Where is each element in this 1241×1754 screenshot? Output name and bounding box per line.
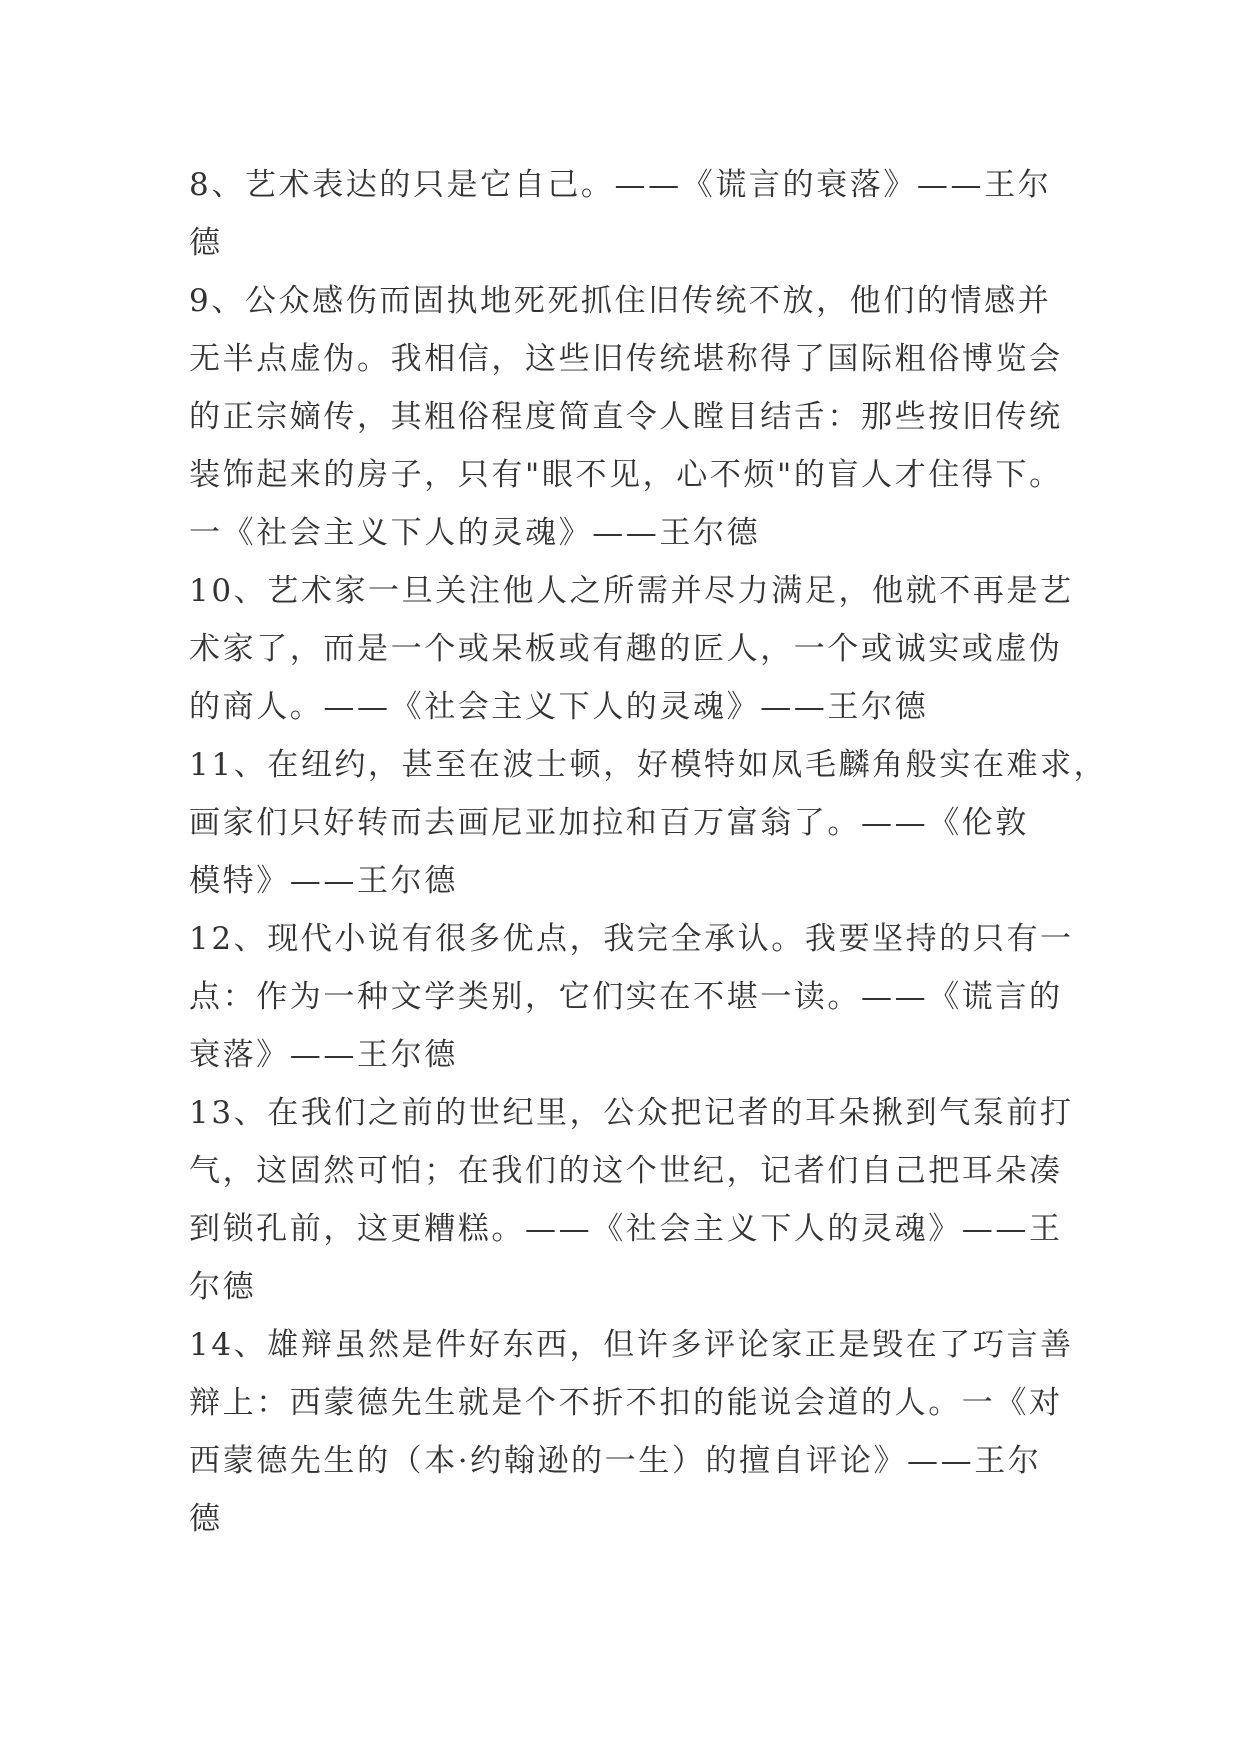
text-line: 14、雄辩虽然是件好东西，但许多评论家正是毁在了巧言善 — [189, 1327, 1074, 1363]
document-page — [189, 156, 1108, 1548]
text-line: 点：作为一种文学类别，它们实在不堪一读。——《谎言的 — [189, 979, 1063, 1015]
text-line: 的商人。——《社会主义下人的灵魂》——王尔德 — [189, 689, 929, 725]
text-line: 西蒙德先生的（本·约翰逊的一生）的擅自评论》——王尔 — [189, 1443, 1042, 1479]
text-line: 一《社会主义下人的灵魂》——王尔德 — [189, 515, 761, 551]
text-line: 尔德 — [189, 1269, 257, 1305]
text-line: 术家了，而是一个或呆板或有趣的匠人，一个或诚实或虚伪 — [189, 631, 1063, 667]
text-line: 到锁孔前，这更糟糕。——《社会主义下人的灵魂》——王 — [189, 1211, 1063, 1247]
text-line: 画家们只好转而去画尼亚加拉和百万富翁了。——《伦敦 — [189, 805, 1029, 841]
text-line: 13、在我们之前的世纪里，公众把记者的耳朵揪到气泵前打 — [189, 1095, 1074, 1131]
text-line: 模特》——王尔德 — [189, 863, 458, 899]
text-line: 装饰起来的房子，只有"眼不见，心不烦"的盲人才住得下。 — [189, 457, 1063, 493]
text-line: 无半点虚伪。我相信，这些旧传统堪称得了国际粗俗博览会 — [189, 341, 1063, 377]
text-line: 8、艺术表达的只是它自己。——《谎言的衰落》——王尔 — [189, 167, 1052, 203]
text-line: 德 — [189, 225, 223, 261]
text-line: 的正宗嫡传，其粗俗程度简直令人瞠目结舌：那些按旧传统 — [189, 399, 1063, 435]
text-line: 10、艺术家一旦关注他人之所需并尽力满足，他就不再是艺 — [189, 573, 1074, 609]
text-line: 9、公众感伤而固执地死死抓住旧传统不放，他们的情感并 — [189, 283, 1052, 319]
text-line: 辩上：西蒙德先生就是个不折不扣的能说会道的人。一《对 — [189, 1385, 1063, 1421]
text-line: 德 — [189, 1501, 223, 1537]
text-line: 11、在纽约，甚至在波士顿，好模特如凤毛麟角般实在难求， — [189, 747, 1108, 783]
text-line: 衰落》——王尔德 — [189, 1037, 458, 1073]
text-line: 12、现代小说有很多优点，我完全承认。我要坚持的只有一 — [189, 921, 1074, 957]
text-line: 气，这固然可怕；在我们的这个世纪，记者们自己把耳朵凑 — [189, 1153, 1063, 1189]
